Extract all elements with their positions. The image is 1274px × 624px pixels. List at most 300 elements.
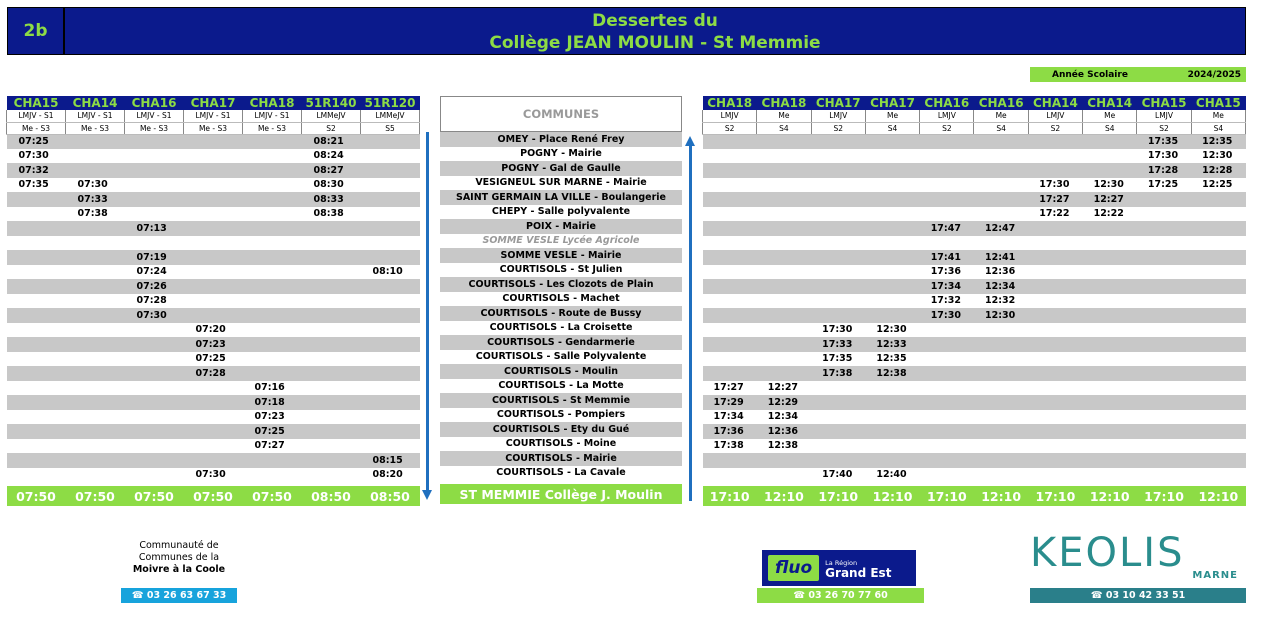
time-cell [811,308,865,323]
time-cell [184,236,243,251]
time-cell [7,207,66,222]
time-cell [361,149,420,164]
day-row-1 [703,110,1246,122]
day-code: LMJV [1137,110,1191,122]
time-cell [125,163,184,178]
time-cell [1028,453,1082,468]
time-cell: 12:38 [757,439,811,454]
time-cell [757,192,811,207]
time-cell: 07:25 [7,134,66,149]
time-cell [865,178,919,193]
terminal-time-row [7,486,420,506]
table-row [703,163,1246,178]
time-cell [1137,395,1191,410]
time-cell [184,221,243,236]
time-cell [302,410,361,425]
table-row [703,149,1246,164]
time-cell [302,381,361,396]
time-cell [66,453,125,468]
time-cell [361,134,420,149]
time-cell [361,236,420,251]
time-cell [66,366,125,381]
time-cell [361,323,420,338]
time-cell [757,207,811,222]
time-cell [1191,279,1245,294]
terminal-time: 12:10 [974,486,1028,506]
table-row [7,236,420,251]
commune-stop: OMEY - Place René Frey [440,132,682,147]
time-cell [1137,250,1191,265]
fluo-grand-est-logo [762,550,916,586]
time-cell [302,366,361,381]
keolis-wordmark: KEOLIS [1030,530,1185,576]
time-cell [974,337,1028,352]
time-cell [1137,424,1191,439]
time-cell: 12:40 [865,468,919,483]
time-cell [243,149,302,164]
time-cell [1137,279,1191,294]
time-cell [1028,468,1082,483]
time-cell [865,294,919,309]
day-code: Me [1083,110,1137,122]
time-cell [865,265,919,280]
table-row [703,279,1246,294]
time-cell [361,294,420,309]
time-cell [125,424,184,439]
time-cell [184,149,243,164]
time-cell: 07:35 [7,178,66,193]
time-cell [1137,192,1191,207]
time-cell [1191,352,1245,367]
time-cell [302,279,361,294]
time-cell: 07:38 [66,207,125,222]
time-cell [302,323,361,338]
time-cell [811,395,865,410]
commune-row [440,248,682,263]
time-cell [184,134,243,149]
time-cell [1137,468,1191,483]
time-cell [125,381,184,396]
time-cell [1191,192,1245,207]
time-cell [184,410,243,425]
time-cell: 07:24 [125,265,184,280]
time-cell [243,308,302,323]
time-cell [974,178,1028,193]
time-cell [243,323,302,338]
terminal-time: 07:50 [125,486,184,506]
time-cell: 07:30 [125,308,184,323]
table-row [703,410,1246,425]
time-cell: 17:36 [703,424,757,439]
commune-row [440,132,682,147]
time-cell [1137,366,1191,381]
time-cell [703,468,757,483]
time-cell [243,337,302,352]
time-cell [1191,236,1245,251]
commune-stop: COURTISOLS - St Julien [440,263,682,278]
commune-stop: COURTISOLS - La Motte [440,379,682,394]
time-cell [1137,294,1191,309]
time-cell: 12:35 [865,352,919,367]
time-cell [66,279,125,294]
time-cell: 17:32 [920,294,974,309]
route-code-row [703,96,1246,110]
day-code: Me [757,110,811,122]
period-code: S4 [865,122,919,134]
time-cell: 12:30 [974,308,1028,323]
commune-stop: COURTISOLS - Pompiers [440,408,682,423]
time-cell [920,149,974,164]
time-cell [757,265,811,280]
time-cell [811,149,865,164]
period-code: Me - S3 [184,122,243,134]
time-cell: 12:36 [974,265,1028,280]
time-cell [1083,323,1137,338]
terminal-time: 17:10 [703,486,757,506]
time-cell [757,453,811,468]
route-code: CHA14 [66,96,125,110]
commune-stop: SOMME VESLE Lycée Agricole [440,234,682,249]
time-cell [974,395,1028,410]
time-cell: 08:21 [302,134,361,149]
terminal-time: 17:10 [1028,486,1082,506]
time-cell: 08:30 [302,178,361,193]
time-cell: 12:47 [974,221,1028,236]
time-cell [7,439,66,454]
time-cell [66,163,125,178]
terminal-time: 17:10 [811,486,865,506]
time-cell [7,366,66,381]
time-cell: 08:24 [302,149,361,164]
time-cell [920,337,974,352]
time-cell [865,279,919,294]
time-cell: 12:33 [865,337,919,352]
table-row [7,163,420,178]
time-cell [974,453,1028,468]
time-cell [125,337,184,352]
time-cell: 17:29 [703,395,757,410]
time-cell [125,468,184,483]
time-cell [920,192,974,207]
time-cell [184,192,243,207]
commune-stop: SAINT GERMAIN LA VILLE - Boulangerie [440,190,682,205]
time-cell [920,381,974,396]
time-cell: 12:27 [1083,192,1137,207]
time-cell [66,250,125,265]
period-code: Me - S3 [243,122,302,134]
time-cell [865,192,919,207]
table-row [7,279,420,294]
time-cell [1028,381,1082,396]
time-cell [811,424,865,439]
time-cell [757,366,811,381]
route-code: CHA14 [1028,96,1082,110]
time-cell [1083,381,1137,396]
table-row [7,207,420,222]
time-cell [66,468,125,483]
commune-row [440,263,682,278]
time-cell [184,424,243,439]
time-cell: 17:30 [1137,149,1191,164]
time-cell [757,294,811,309]
time-cell [1028,308,1082,323]
route-code: CHA18 [757,96,811,110]
time-cell [66,352,125,367]
period-code: S2 [811,122,865,134]
time-cell [361,192,420,207]
route-code: CHA18 [243,96,302,110]
time-cell [361,352,420,367]
commune-stop: COURTISOLS - Moine [440,437,682,452]
time-cell: 17:30 [811,323,865,338]
terminal-time: 08:50 [361,486,420,506]
table-row [703,221,1246,236]
school-year-value: 2024/2025 [1187,69,1241,80]
time-cell [811,134,865,149]
cc-line-3: Moivre à la Coole [132,564,226,575]
time-cell [865,236,919,251]
time-cell [703,337,757,352]
time-cell [1191,294,1245,309]
time-cell [703,265,757,280]
time-cell [1028,323,1082,338]
time-cell: 17:22 [1028,207,1082,222]
time-cell [7,352,66,367]
time-cell [1137,308,1191,323]
day-row-2 [7,122,420,134]
period-code: S4 [974,122,1028,134]
route-code: CHA15 [1137,96,1191,110]
time-cell [66,149,125,164]
time-cell: 07:30 [7,149,66,164]
time-cell [920,410,974,425]
time-cell [757,134,811,149]
time-cell [757,337,811,352]
time-cell [703,149,757,164]
commune-stop: POGNY - Gal de Gaulle [440,161,682,176]
time-cell [920,236,974,251]
time-cell: 07:23 [243,410,302,425]
time-cell [66,308,125,323]
commune-row [440,277,682,292]
terminal-time: 12:10 [1083,486,1137,506]
terminal-time: 12:10 [865,486,919,506]
time-cell [1191,323,1245,338]
time-cell [66,294,125,309]
time-cell [243,192,302,207]
time-cell [1083,468,1137,483]
commune-row [440,466,682,481]
time-cell: 17:25 [1137,178,1191,193]
table-row [7,308,420,323]
time-cell [243,468,302,483]
time-cell: 12:36 [757,424,811,439]
time-cell: 07:30 [66,178,125,193]
day-code: LMJV [920,110,974,122]
time-cell [1028,149,1082,164]
time-cell [920,352,974,367]
keolis-phone: ☎ 03 10 42 33 51 [1030,588,1246,603]
commune-row [440,422,682,437]
day-code: LMJV [811,110,865,122]
terminal-time: 12:10 [757,486,811,506]
time-cell [1137,265,1191,280]
time-cell [1191,337,1245,352]
time-cell [243,366,302,381]
period-code: S4 [757,122,811,134]
table-row [7,424,420,439]
time-cell: 08:10 [361,265,420,280]
time-cell [865,149,919,164]
time-cell [243,178,302,193]
time-cell [302,221,361,236]
day-row-1 [7,110,420,122]
time-cell [865,424,919,439]
commune-row [440,437,682,452]
table-row [7,337,420,352]
time-cell [125,323,184,338]
day-code: Me [1191,110,1245,122]
commune-stop: COURTISOLS - Gendarmerie [440,335,682,350]
commune-stop: COURTISOLS - Les Clozots de Plain [440,277,682,292]
time-cell: 12:30 [1083,178,1137,193]
time-cell [243,134,302,149]
time-cell [302,352,361,367]
commune-row [440,321,682,336]
time-cell [7,381,66,396]
terminal-time: 07:50 [184,486,243,506]
time-cell [703,308,757,323]
time-cell: 17:27 [1028,192,1082,207]
time-cell: 07:20 [184,323,243,338]
time-cell [1028,236,1082,251]
time-cell [243,352,302,367]
time-cell [66,265,125,280]
time-cell: 07:28 [184,366,243,381]
cc-phone: ☎ 03 26 63 67 33 [121,588,237,603]
day-code: LMJV [1028,110,1082,122]
commune-row [440,335,682,350]
time-cell: 12:25 [1191,178,1245,193]
time-cell [865,250,919,265]
time-cell: 17:40 [811,468,865,483]
time-cell [302,236,361,251]
time-cell: 07:33 [66,192,125,207]
time-cell [1191,424,1245,439]
route-code: 51R120 [361,96,420,110]
terminal-time: 07:50 [243,486,302,506]
time-cell [974,323,1028,338]
time-cell [920,163,974,178]
time-cell [703,366,757,381]
commune-stop: VESIGNEUL SUR MARNE - Mairie [440,176,682,191]
time-cell [7,468,66,483]
school-year-banner [1030,67,1246,82]
route-code: CHA17 [811,96,865,110]
morning-schedule-table [6,96,420,506]
day-code: LMMeJV [302,110,361,122]
time-cell [974,163,1028,178]
time-cell [184,250,243,265]
time-cell [865,308,919,323]
commune-stop: COURTISOLS - La Croisette [440,321,682,336]
commune-stop: CHEPY - Salle polyvalente [440,205,682,220]
time-cell: 07:26 [125,279,184,294]
day-code: Me [974,110,1028,122]
time-cell [1137,410,1191,425]
time-cell: 08:38 [302,207,361,222]
time-cell: 17:35 [811,352,865,367]
time-cell [811,236,865,251]
period-code: S2 [1028,122,1082,134]
commune-row [440,350,682,365]
day-code: LMJV - S1 [184,110,243,122]
time-cell [7,337,66,352]
time-cell [1083,250,1137,265]
time-cell [703,221,757,236]
time-cell [1191,468,1245,483]
table-row [7,178,420,193]
time-cell [1137,221,1191,236]
time-cell [1028,337,1082,352]
time-cell [1028,352,1082,367]
time-cell: 17:34 [703,410,757,425]
time-cell [361,381,420,396]
time-cell [66,439,125,454]
time-cell [811,453,865,468]
terminal-time: 07:50 [7,486,66,506]
time-cell [1191,308,1245,323]
table-row [7,192,420,207]
table-row [7,294,420,309]
time-cell: 07:25 [184,352,243,367]
route-code: CHA15 [1191,96,1245,110]
period-code: Me - S3 [7,122,66,134]
time-cell [757,178,811,193]
time-cell [920,439,974,454]
time-cell [7,453,66,468]
period-code: S4 [1191,122,1245,134]
time-cell [703,250,757,265]
school-year-label: Année Scolaire [1052,69,1128,80]
page-title [64,7,1246,55]
table-row [703,294,1246,309]
time-cell [302,250,361,265]
time-cell [7,395,66,410]
time-cell [865,134,919,149]
time-cell [811,410,865,425]
table-row [703,178,1246,193]
cc-line-1: Communauté de [139,540,219,551]
time-cell [1191,221,1245,236]
time-cell [757,149,811,164]
time-cell: 17:35 [1137,134,1191,149]
time-cell [66,410,125,425]
table-row [703,207,1246,222]
time-cell [125,192,184,207]
commune-row [440,292,682,307]
time-cell [974,149,1028,164]
table-row [703,381,1246,396]
time-cell [66,424,125,439]
time-cell: 12:41 [974,250,1028,265]
time-cell: 17:28 [1137,163,1191,178]
time-cell [757,163,811,178]
time-cell: 17:38 [703,439,757,454]
time-cell: 07:27 [243,439,302,454]
time-cell [125,149,184,164]
time-cell [865,381,919,396]
